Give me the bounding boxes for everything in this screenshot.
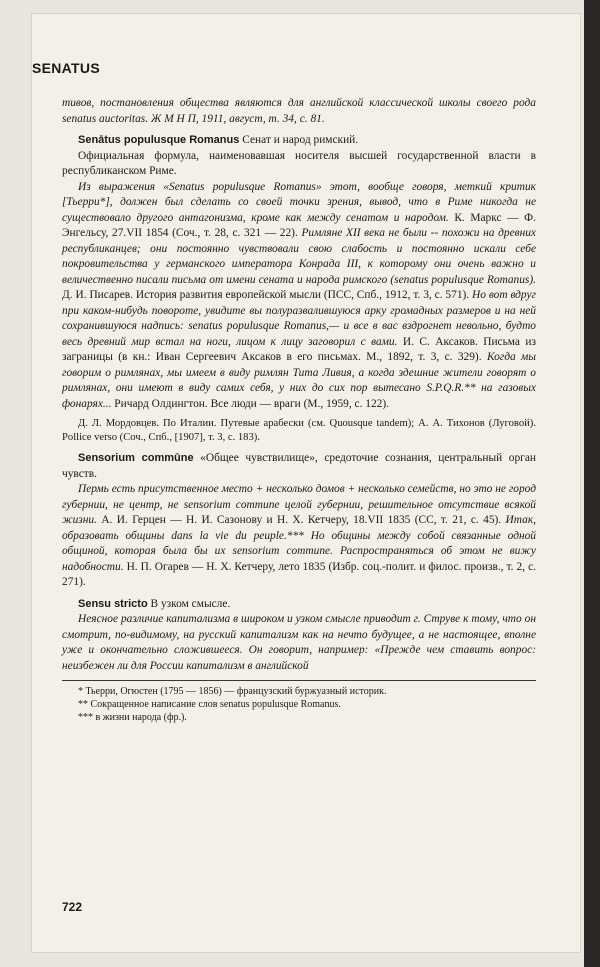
quote-source: И. С. Аксаков. Письма из заграницы (в кн.: Иван Сергеевич Аксаков в его письмах. М., 1892, т. 3, с. 329).: [62, 335, 536, 363]
page-number: 722: [62, 900, 83, 914]
continued-paragraph: тивов, постановления общества являются для английской классической школы своего рода senatus auctoritas. Ж М Н П, 1911, август, т. 34, с. 81.: [62, 97, 536, 125]
quote-source: А. И. Герцен — Н. И. Сазонову и Н. Х. Кетчеру, 18.VII 1835 (СС, т. 21, с. 45).: [101, 514, 502, 526]
quote: Неясное различие капитализма в широком и узком смысле приводит г. Струве к тому, что он смотрит, по-видимому, на русский капитализм как на нечто будущее, а не настоящее, вполне уже и окончательно сложившееся. Он говорит, например: «Прежде чем ставить вопрос: неизбежен ли для России капитализм в английской: [62, 613, 536, 672]
entry-definition: Сенат и народ римский.: [242, 134, 359, 146]
quotation-block: [62, 482, 536, 591]
entry-headword: Sensu stricto: [78, 597, 148, 610]
footnote: ** Сокращенное написание слов senatus populusque Romanus.: [78, 699, 341, 710]
footnote: * Тьерри, Огюстен (1795 — 1856) — французский буржуазный историк.: [78, 686, 387, 697]
entry-senatus: [62, 133, 536, 149]
entry-sensu-stricto: [62, 597, 536, 613]
entry-sensorium: [62, 451, 536, 482]
page-edge-shadow: [584, 0, 600, 967]
quote: Итак, образовать общины dans la vie du peuple.*** Но общины между собой связанные одной общиной, которая была бы их sensorium commune. Распространяться об этом не вижу надобности.: [62, 514, 536, 573]
footnote: *** в жизни народа (фр.).: [78, 712, 187, 723]
entry-definition: «Общее чувствилище», средоточие сознания, центральный орган чувств.: [62, 452, 536, 480]
quote: Пермь есть присутственное место + несколько домов + несколько семейств, но это не город губернии, не центр, не sensorium commune целой губернии, решительное отсутствие всякой жизни.: [62, 483, 536, 526]
quote-source: К. Маркс — Ф. Энгельсу, 27.VII 1854 (Соч., т. 28, с. 321 — 22).: [62, 211, 536, 239]
entry-headword: Sensorium commūne: [78, 452, 194, 464]
quote-source: Д. И. Писарев. История развития европейской мысли (ПСС, Спб., 1912, т. 3, с. 571).: [62, 289, 470, 301]
text-column: [62, 96, 536, 724]
see-also: Д. Л. Мордовцев. По Италии. Путевые арабески (см. Quousque tandem); А. А. Тихонов (Луговой). Pollice verso (Соч., Спб., [1907], т. 3, с. 183).: [62, 418, 536, 443]
running-header: SENATUS: [32, 60, 100, 76]
footnote-rule: [62, 680, 536, 681]
quote-source: Ричард Олдингтон. Все люди — враги (М., 1959, с. 122).: [114, 397, 390, 410]
entry-definition: В узком смысле.: [150, 597, 231, 610]
quote: Но вот вдруг при каком-нибудь повороте, увидите вы полуразвалившуюся арку громадных размеров и на ней сохранившуюся надпись: senatus populusque Romanus,— и все в вас вздрогнет невольно, будто весь древний мир встал на ноги, лицом к лицу заговорил с вами.: [62, 289, 536, 348]
quote: Из выражения «Senatus populusque Romanus» этот, вообще говоря, меткий критик [Тьерри*], должен был сделать со своей точки зрения, вывод, что в Риме никогда не существовало другого антагонизма, кроме как между сенатом и народом.: [62, 180, 536, 224]
quotation-block: [62, 180, 536, 413]
entry-note: Официальная формула, наименовавшая носителя высшей государственной власти в республиканском Риме.: [62, 149, 536, 177]
quote-source: Н. П. Огарев — Н. Х. Кетчеру, лето 1835 (Избр. соц.-полит. и филос. произв., т. 2, с. 271).: [62, 560, 536, 588]
entry-headword: Senātus populusque Romanus: [78, 134, 240, 146]
quote: Римляне XII века не были -- похожи на древних республиканцев; они постоянно чувствовали свою слабость и постоянно искали себе покровительства у германского императора Конрада III, к которому они очень важно и величественно писали письма от имени сената и народа римского (senatus populusque Romanus).: [62, 227, 536, 286]
quote: Когда мы говорим о римлянах, мы имеем в виду римлян Тита Ливия, а когда здешние жители говорят о римлянах, они имеют в виду самих себя, у них до сих пор вытесано S.P.Q.R.** на газовых фонарях...: [62, 351, 536, 410]
